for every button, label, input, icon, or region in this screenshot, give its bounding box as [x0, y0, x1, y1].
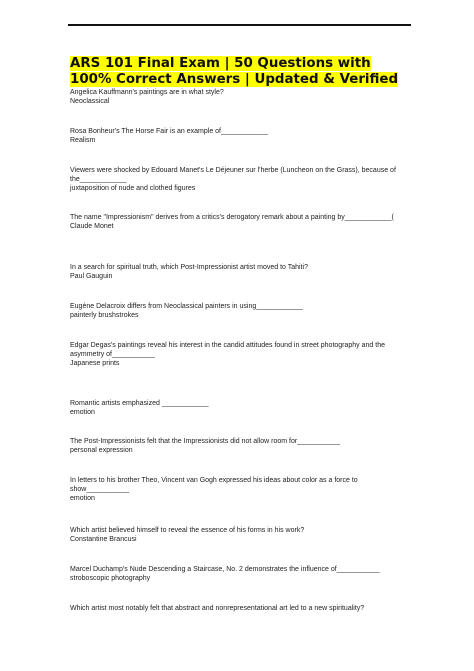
document-title: ARS 101 Final Exam | 50 Questions with 100% Correct Answers | Updated & Verified — [70, 56, 399, 87]
answer: Paul Gauguin — [70, 273, 113, 280]
question: Which artist most notably felt that abstract and nonrepresentational art led to a new spirituality? — [70, 605, 365, 612]
qa-item-1 — [70, 88, 415, 106]
question: The name "Impressionism" derives from a critics's derogatory remark about a painting by____________( — [70, 214, 394, 221]
qa-item-8 — [70, 399, 415, 417]
answer: Japanese prints — [70, 360, 120, 367]
answer: emotion — [70, 495, 95, 502]
answer: Claude Monet — [70, 223, 114, 230]
qa-item-10 — [70, 476, 415, 503]
question: Viewers were shocked by Edouard Manet's Le Déjeuner sur l'herbe (Luncheon on the Grass), because of the____________ — [70, 167, 398, 183]
answer: Neoclassical — [70, 98, 110, 105]
question: Marcel Duchamp's Nude Descending a Staircase, No. 2 demonstrates the influence of___________ — [70, 566, 380, 573]
question: Edgar Degas's paintings reveal his interest in the candid attitudes found in street photography and the asymmetry of___________ — [70, 342, 387, 358]
answer: painterly brushstrokes — [70, 312, 139, 319]
question: Angelica Kauffmann's paintings are in what style? — [70, 89, 224, 96]
question: In letters to his brother Theo, Vincent van Gogh expressed his ideas about color as a force to show___________ — [70, 477, 360, 493]
answer: emotion — [70, 409, 95, 416]
qa-item-12 — [70, 565, 415, 583]
qa-item-9 — [70, 437, 415, 455]
qa-item-7 — [70, 341, 415, 368]
answer: Constantine Brancusi — [70, 536, 137, 543]
qa-item-6 — [70, 302, 415, 320]
question: Eugène Delacroix differs from Neoclassical painters in using____________ — [70, 303, 303, 310]
question: The Post-Impressionists felt that the Impressionists did not allow room for___________ — [70, 438, 341, 445]
question: Which artist believed himself to reveal the essence of his forms in his work? — [70, 527, 305, 534]
qa-item-3 — [70, 166, 415, 193]
qa-item-4 — [70, 213, 415, 231]
qa-item-5 — [70, 263, 415, 281]
question: Romantic artists emphasized ____________ — [70, 400, 209, 407]
qa-item-11 — [70, 526, 415, 544]
question: In a search for spiritual truth, which Post-Impressionist artist moved to Tahiti? — [70, 264, 308, 271]
question: Rosa Bonheur's The Horse Fair is an example of____________ — [70, 128, 268, 135]
header-rule — [68, 24, 411, 26]
qa-item-13 — [70, 604, 415, 613]
qa-item-2 — [70, 127, 415, 145]
answer: stroboscopic photography — [70, 575, 151, 582]
answer: juxtaposition of nude and clothed figures — [70, 185, 196, 192]
answer: personal expression — [70, 447, 133, 454]
answer: Realism — [70, 137, 96, 144]
